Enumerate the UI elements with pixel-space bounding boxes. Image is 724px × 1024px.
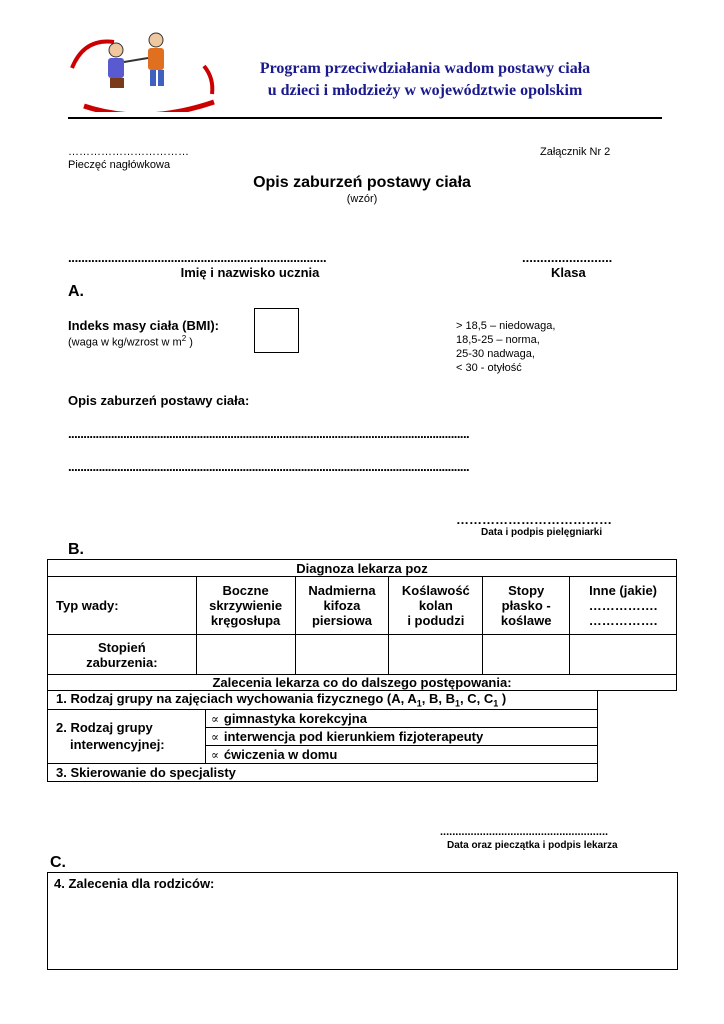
col-knees-line-2: kolan (418, 598, 453, 613)
header-divider (68, 117, 662, 119)
severity-knees-cell[interactable] (389, 635, 483, 675)
diagnosis-table (47, 559, 677, 782)
student-name-field[interactable]: .............................................................................. (68, 250, 327, 265)
bmi-formula-prefix: (waga w kg/wzrost w m (68, 336, 182, 349)
pe-group-sub-c1: 1 (493, 698, 499, 709)
col-kyphosis-line-1: Nadmierna (308, 583, 376, 598)
program-title-line1: Program przeciwdziałania wadom postawy ciała (259, 60, 591, 77)
col-scoliosis-line-3: kręgosłupa (210, 613, 281, 628)
defect-type-label: Typ wady: (48, 577, 197, 635)
bmi-formula-suffix: ) (186, 336, 193, 349)
stamp-dots: …………………………… (68, 146, 189, 158)
checkbox-symbol-icon[interactable]: ∝ (210, 729, 219, 744)
intervention-option-3-label: ćwiczenia w domu (223, 746, 338, 762)
intervention-option-1-label: gimnastyka korekcyjna (223, 710, 367, 726)
bmi-range-4: < 30 - otyłość (456, 362, 522, 374)
bmi-input-box[interactable] (254, 308, 299, 353)
intervention-label (48, 709, 206, 763)
severity-kyphosis-cell[interactable] (295, 635, 389, 675)
col-flatfeet-line-2: płasko - (501, 598, 551, 613)
doctor-signature-label: Data oraz pieczątka i podpis lekarza (447, 840, 618, 851)
col-other-line-3: ……………. (588, 613, 658, 628)
nurse-signature-dots[interactable]: ……………………………… (456, 512, 612, 527)
attachment-number: Załącznik Nr 2 (540, 146, 611, 158)
col-knees-line-1: Koślawość (401, 583, 470, 598)
col-scoliosis (196, 577, 295, 635)
parents-recommendations-label: 4. Zalecenia dla rodziców: (54, 876, 215, 891)
intervention-label-line-2: interwencyjnej: (70, 737, 165, 753)
stamp-label: Pieczęć nagłówkowa (68, 159, 171, 171)
nurse-signature-label: Data i podpis pielęgniarki (481, 527, 603, 538)
bmi-range-1: > 18,5 – niedowaga, (456, 320, 556, 332)
intervention-option-2-label: interwencja pod kierunkiem fizjoterapeuty (223, 728, 484, 744)
doctor-signature-dots[interactable]: ....................................................... (440, 826, 609, 838)
pe-group-row[interactable] (48, 691, 598, 710)
recommendations-header: Zalecenia lekarza co do dalszego postępowania: (48, 675, 677, 691)
col-flatfeet (483, 577, 570, 635)
bmi-range-3: 25-30 nadwaga, (456, 348, 535, 360)
parents-recommendations-box[interactable] (47, 872, 678, 970)
pe-group-text: 1. Rodzaj grupy na zajęciach wychowania fizycznego (A, A (56, 691, 417, 706)
severity-other-cell[interactable] (570, 635, 677, 675)
program-title-line2: u dzieci i młodzieży w województwie opolskim (267, 82, 583, 99)
bmi-formula (68, 334, 193, 349)
checkbox-symbol-icon[interactable]: ∝ (210, 711, 219, 726)
diagnosis-header: Diagnoza lekarza poz (48, 560, 677, 577)
col-flatfeet-line-1: Stopy (508, 583, 545, 598)
col-knees-line-3: i podudzi (407, 613, 465, 628)
logo-image (64, 28, 226, 112)
col-other (570, 577, 677, 635)
pe-group-text-b: , B, B (421, 691, 455, 706)
pe-group-sub-a1: 1 (416, 698, 422, 709)
section-c-letter: C. (50, 854, 66, 871)
intervention-option-3[interactable] (205, 745, 597, 763)
col-kyphosis-line-2: kifoza (323, 598, 361, 613)
severity-label-line-1: Stopień (97, 639, 146, 655)
intervention-option-2[interactable] (205, 727, 597, 745)
section-b-letter: B. (68, 541, 84, 558)
severity-flatfeet-cell[interactable] (483, 635, 570, 675)
intervention-label-line-1: 2. Rodzaj grupy (56, 720, 153, 736)
posture-description-line-1[interactable]: ................................................................................................................................... (68, 426, 470, 441)
bmi-range-2: 18,5-25 – norma, (456, 334, 540, 346)
severity-scoliosis-cell[interactable] (196, 635, 295, 675)
referral-row[interactable]: 3. Skierowanie do specjalisty (48, 763, 598, 781)
col-kyphosis (295, 577, 389, 635)
severity-label (48, 635, 197, 675)
intervention-option-1[interactable] (205, 709, 597, 727)
col-other-line-2: ……………. (588, 598, 658, 613)
col-scoliosis-line-1: Boczne (222, 583, 269, 598)
bmi-label: Indeks masy ciała (BMI): (68, 318, 219, 333)
posture-description-line-2[interactable]: ................................................................................................................................... (68, 459, 470, 474)
col-scoliosis-line-2: skrzywienie (209, 598, 283, 613)
document-subtitle: (wzór) (346, 193, 378, 205)
pe-group-text-c: , C, C (459, 691, 494, 706)
col-knees (389, 577, 483, 635)
posture-description-label: Opis zaburzeń postawy ciała: (68, 393, 250, 408)
col-kyphosis-line-3: piersiowa (311, 613, 372, 628)
section-a-letter: A. (68, 283, 84, 300)
student-class-label: Klasa (551, 265, 586, 280)
bmi-formula-exponent: 2 (181, 334, 187, 343)
col-other-line-1: Inne (jakie) (589, 583, 658, 598)
student-name-label: Imię i nazwisko ucznia (180, 265, 320, 280)
col-flatfeet-line-3: koślawe (500, 613, 552, 628)
student-class-field[interactable]: ......................... (522, 250, 613, 265)
checkbox-symbol-icon[interactable]: ∝ (210, 747, 219, 762)
program-logo (64, 28, 226, 112)
pe-group-sub-b1: 1 (454, 698, 460, 709)
document-title: Opis zaburzeń postawy ciała (253, 174, 471, 191)
pe-group-text-end: ) (498, 691, 507, 706)
severity-label-line-2: zaburzenia: (86, 654, 158, 670)
